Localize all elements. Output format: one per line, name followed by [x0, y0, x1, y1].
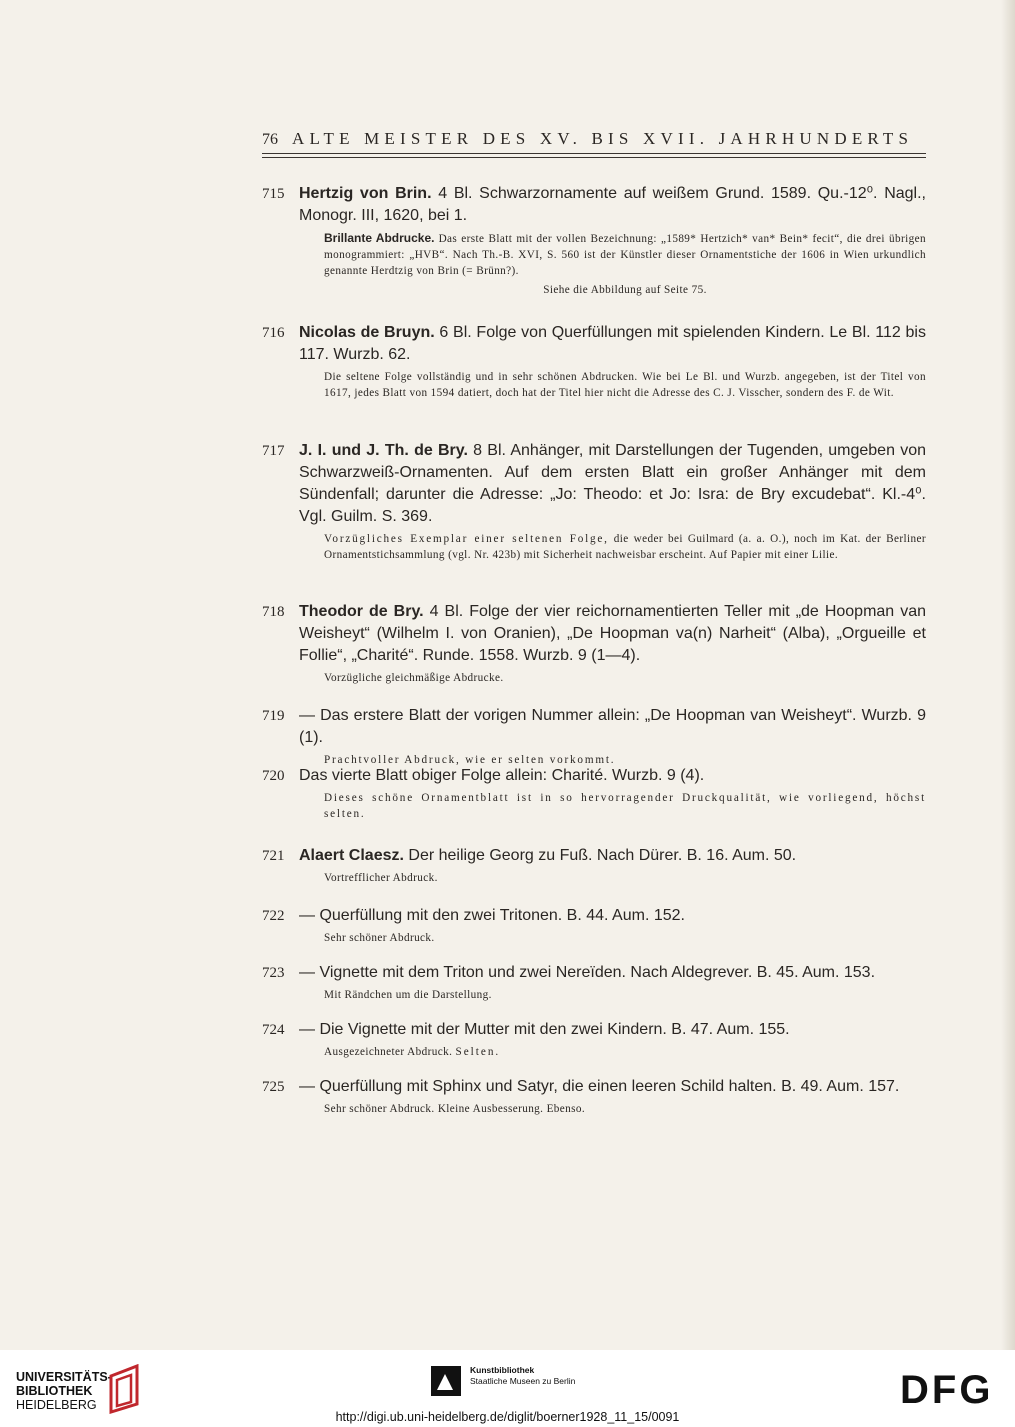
entry-note: Die seltene Folge vollständig und in sehr schönen Abdrucken. Wie bei Le Bl. und Wurzb. angegeben, ist der Titel von 1617, jedes Blatt von 1594 datiert, doch hat der Titel hier nicht die Adresse des C. J. Visscher, sondern des F. de Wit. [324, 371, 926, 399]
entry-description: — Querfüllung mit Sphinx und Satyr, die einen leeren Schild halten. B. 49. Aum. 157. [299, 1078, 900, 1095]
entry-description: Der heilige Georg zu Fuß. Nach Dürer. B. 16. Aum. 50. [408, 847, 797, 864]
permalink-url[interactable]: http://digi.ub.uni-heidelberg.de/diglit/boerner1928_11_15/0091 [335, 1410, 680, 1424]
entry-note: Mit Rändchen um die Darstellung. [324, 989, 492, 1001]
header-rule [262, 153, 926, 154]
entry-description: — Querfüllung mit den zwei Tritonen. B. 44. Aum. 152. [299, 907, 685, 924]
entry-description: — Die Vignette mit der Mutter mit den zwei Kindern. B. 47. Aum. 155. [299, 1021, 790, 1038]
catalog-entry-718 [262, 601, 926, 686]
figure-reference: Siehe die Abbildung auf Seite 75. [543, 284, 707, 296]
catalog-entry-715 [262, 183, 926, 298]
entry-note: Dieses schöne Ornamentblatt ist in so hervorragender Druckqualität, wie vorliegend, höchst selten. [324, 792, 926, 820]
catalog-entry-725 [262, 1076, 926, 1117]
entry-number: 720 [262, 768, 285, 784]
entry-note: Sehr schöner Abdruck. Kleine Ausbesserung. Ebenso. [324, 1103, 586, 1115]
artist-name: Hertzig von Brin. [299, 185, 432, 202]
entry-note: Brillante Abdrucke. Das erste Blatt mit der vollen Bezeichnung: „1589* Hertzich* van* Bein* fecit“, die drei übrigen monogrammiert: „HVB“. Nach Th.-B. XVI, S. 560 ist der Künstler dieser Ornamentstiche der 1606 in Wien urkundlich genannte Herdtzig von Brin (= Brünn?). [324, 231, 926, 277]
artist-name: Theodor de Bry. [299, 603, 424, 620]
running-header [262, 129, 926, 149]
entry-note: Vorzügliches Exemplar einer seltenen Folge, die weder bei Guilmard (a. a. O.), noch im Kat. der Berliner Ornamentstichsammlung (vgl. Nr. 423b) mit Sicherheit nachweisbar erscheint. Auf Papier mit einer Lilie. [324, 533, 926, 561]
entry-note: Ausgezeichneter Abdruck. Selten. [324, 1046, 501, 1058]
entry-number: 717 [262, 443, 285, 459]
entry-number: 723 [262, 965, 285, 981]
entry-description: 6 Bl. Folge von Querfüllungen mit spielenden Kindern. Le Bl. 112 bis 117. Wurzb. 62. [299, 324, 926, 363]
entry-description: — Vignette mit dem Triton und zwei Nereïden. Nach Aldegrever. B. 45. Aum. 153. [299, 964, 876, 981]
entry-number: 721 [262, 848, 285, 864]
entry-description: Das vierte Blatt obiger Folge allein: Charité. Wurzb. 9 (4). [299, 767, 705, 784]
digitization-footer [0, 1350, 1015, 1427]
artist-name: Nicolas de Bruyn. [299, 324, 435, 341]
catalog-entry-722 [262, 905, 926, 946]
kunstbibliothek-label: Kunstbibliothek Staatliche Museen zu Berlin [470, 1365, 576, 1386]
catalog-entry-720 [262, 765, 926, 822]
artist-name: Alaert Claesz. [299, 847, 404, 864]
entry-note: Vorzügliche gleichmäßige Abdrucke. [324, 672, 504, 684]
entry-number: 719 [262, 708, 285, 724]
entry-description: — Das erstere Blatt der vorigen Nummer allein: „De Hoopman van Weisheyt“. Wurzb. 9 (1). [299, 707, 926, 746]
catalog-entry-723 [262, 962, 926, 1003]
catalog-entry-719 [262, 705, 926, 768]
entry-note: Prachtvoller Abdruck, wie er selten vorkommt. [324, 754, 616, 766]
dfg-logo: DFG [900, 1368, 994, 1412]
catalog-entry-724 [262, 1019, 926, 1060]
entry-description: 4 Bl. Folge der vier reichornamentierten Teller mit „de Hoopman van Weisheyt“ (Wilhelm I. von Oranien), „De Hoopman va(n) Narheit“ (Alba), „Orgueille et Follie“, „Charité“. Runde. 1558. Wurzb. 9 (1—4). [299, 603, 926, 664]
header-rule-thin [262, 157, 926, 158]
entry-number: 718 [262, 604, 285, 620]
page-edge-shadow [1001, 0, 1015, 1350]
entry-number: 724 [262, 1022, 285, 1038]
artist-name: J. I. und J. Th. de Bry. [299, 442, 468, 459]
entry-description: 4 Bl. Schwarzornamente auf weißem Grund. 1589. Qu.-12⁰. Nagl., Monogr. III, 1620, bei 1. [299, 185, 926, 224]
entry-note: Vortrefflicher Abdruck. [324, 872, 438, 884]
page-number: 76 [262, 131, 278, 148]
catalog-entry-721 [262, 845, 926, 886]
catalog-entry-716 [262, 322, 926, 401]
entry-number: 716 [262, 325, 285, 341]
entry-note: Sehr schöner Abdruck. [324, 932, 435, 944]
entry-number: 725 [262, 1079, 285, 1095]
library-name[interactable]: UNIVERSITÄTS- BIBLIOTHEK HEIDELBERG [16, 1370, 112, 1412]
entry-number: 715 [262, 186, 285, 202]
kunstbibliothek-logo-icon [431, 1366, 461, 1396]
university-library-logo-icon [107, 1364, 141, 1414]
catalog-entry-717 [262, 440, 926, 563]
entry-description: 8 Bl. Anhänger, mit Darstellungen der Tugenden, umgeben von Schwarzweiß-Ornamenten. Auf dem ersten Blatt ein großer Anhänger mit dem Sündenfall; darunter die Adresse: „Jo: Theodo: et Jo: Isra: de Bry excudebat“. Kl.-4⁰. Vgl. Guilm. S. 369. [299, 442, 927, 525]
header-title: ALTE MEISTER DES XV. BIS XVII. JAHRHUNDERTS [292, 129, 914, 148]
entry-number: 722 [262, 908, 285, 924]
